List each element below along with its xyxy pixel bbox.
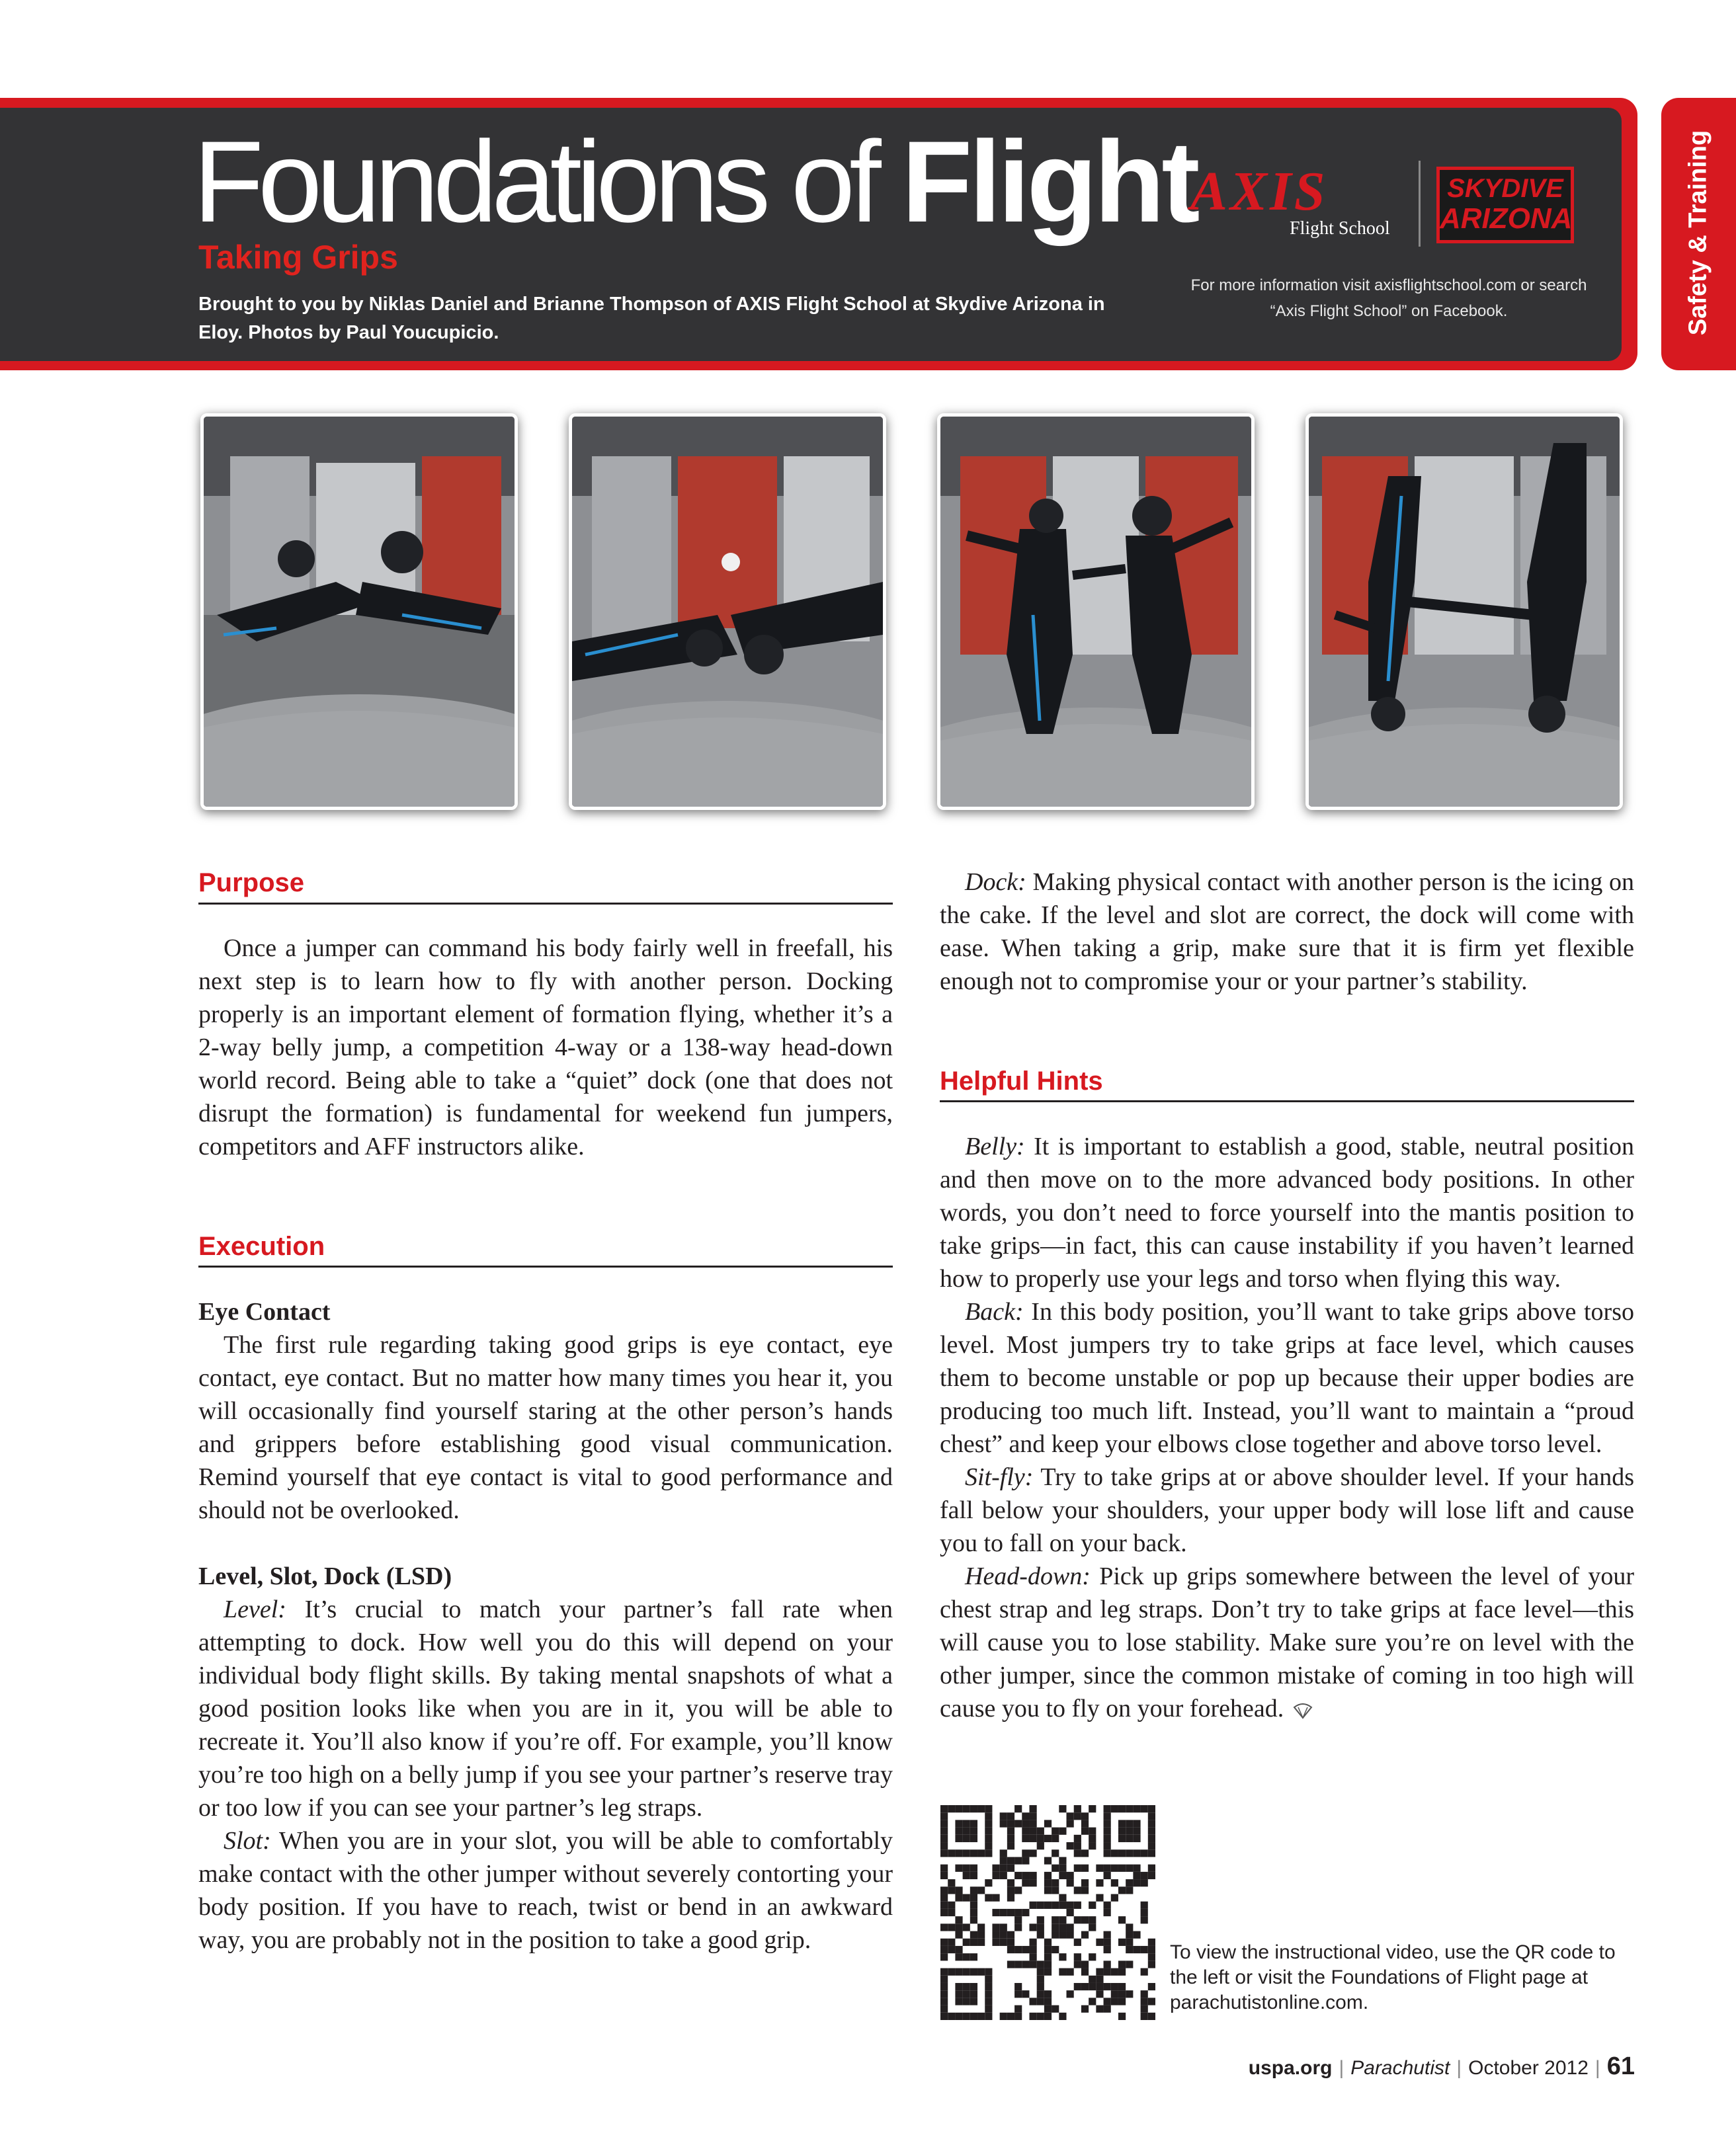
- footer-separator: |: [1456, 2057, 1462, 2079]
- back-text: In this body position, you’ll want to take grips above torso level. Most jumpers try to take grips at face level, which causes them to become unstable or pop up because their upper bodies are producing too much lift. Instead, you’ll want to maintain a “proud chest” and keep your elbows close together and above torso level.: [940, 1298, 1634, 1458]
- axis-logo-subtext: Flight School: [1290, 218, 1390, 239]
- purpose-paragraph: Once a jumper can command his body fairly well in freefall, his next step is to learn how to fly with another person. Docking properly is an important element of formation flying, whether it’s a 2-way belly jump, a competition 4-way or a 138-way head-down world record. Being able to take a “quiet” dock (one that does not disrupt the formation) is fundamental for weekend fun jumpers, competitors and AFF instructors alike.: [198, 934, 893, 1160]
- sit-fly-dock-photo: [937, 413, 1255, 810]
- belly-text: It is important to establish a good, stable, neutral position and then move on to the more advanced body positions. In other words, you don’t need to force yourself into the mantis position to take grips—in fact, this can cause instability if you haven’t learned how to properly use your legs and torso when flying this way.: [940, 1133, 1634, 1293]
- slot-paragraph: [198, 1824, 893, 1957]
- belly-dock-photo: [200, 413, 518, 810]
- qr-caption: To view the instructional video, use the QR code to the left or visit the Foundations of Flight page at parachutistonline.com.: [1170, 1941, 1616, 2013]
- dock-text: Making physical contact with another person is the icing on the cake. If the level and slot are correct, the dock will come with ease. When taking a grip, make sure that it is firm yet flexible enough not to compromise your or your partner’s stability.: [940, 868, 1634, 995]
- belly-paragraph: [940, 1130, 1634, 1295]
- back-dock-photo: [569, 413, 886, 810]
- dock-label: Dock:: [965, 868, 1026, 896]
- purpose-body: [198, 932, 893, 1163]
- level-paragraph: [198, 1593, 893, 1824]
- head-down-dock-photo: [1305, 413, 1623, 810]
- title-bold: Flight: [901, 118, 1197, 247]
- eye-contact-paragraph: The first rule regarding taking good grips is eye contact, eye contact, eye contact. But no matter how many times you hear it, you will occasionally find yourself staring at the other person’s hands and grippers before establishing good visual communication. Remind yourself that eye contact is vital to good performance and should not be overlooked.: [198, 1331, 893, 1524]
- section-side-tab-label: Safety & Training: [1684, 130, 1712, 336]
- helpful-hints-heading: Helpful Hints: [940, 1067, 1103, 1096]
- helpful-hints-rule: [940, 1100, 1634, 1102]
- footer-publication: Parachutist: [1350, 2057, 1450, 2079]
- sda-logo-line2: ARIZONA: [1440, 202, 1573, 235]
- level-text: It’s crucial to match your partner’s fall rate when attempting to dock. How well you do this will depend on your individual body flight skills. By taking mental snapshots of what a good position looks like when you are in it, you will be able to recreate it. You’ll also know if you’re off. For example, you’ll know you’re too high on a belly jump if you see your partner’s reserve tray or too low if you can see your partner’s leg straps.: [198, 1596, 893, 1822]
- lsd-heading: Level, Slot, Dock (LSD): [198, 1562, 452, 1590]
- sit-fly-text: Try to take grips at or above shoulder level. If your hands fall below your shoulders, your upper body will lose lift and cause you to fall on your back.: [940, 1463, 1634, 1557]
- canopy-end-mark-icon: [1293, 1702, 1313, 1719]
- eye-contact-heading: Eye Contact: [198, 1298, 331, 1326]
- sit-fly-paragraph: [940, 1461, 1634, 1560]
- belly-label: Belly:: [965, 1133, 1025, 1160]
- purpose-rule: [198, 903, 893, 905]
- back-paragraph: [940, 1295, 1634, 1461]
- hints-body: [940, 1130, 1634, 1725]
- sit-fly-label: Sit-fly:: [965, 1463, 1034, 1491]
- qr-code-graphic: [940, 1805, 1155, 2020]
- page-subtitle: Taking Grips: [198, 239, 398, 276]
- logo-divider: [1419, 161, 1421, 247]
- back-label: Back:: [965, 1298, 1024, 1326]
- head-down-paragraph: [940, 1560, 1634, 1725]
- footer-separator: |: [1594, 2057, 1600, 2079]
- byline: Brought to you by Niklas Daniel and Brianne Thompson of AXIS Flight School at Skydive Arizona in Eloy. Photos by Paul Youcupicio.: [198, 294, 1105, 343]
- header-info: For more information visit axisflightschool.com or search “Axis Flight School” on Facebook.: [1190, 276, 1587, 320]
- footer-separator: |: [1339, 2057, 1344, 2079]
- head-down-label: Head-down:: [965, 1562, 1091, 1590]
- page-number: 61: [1606, 2052, 1635, 2080]
- qr-code[interactable]: [940, 1805, 1155, 2020]
- purpose-heading: Purpose: [198, 868, 305, 897]
- slot-text: When you are in your slot, you will be able to comfortably make contact with the other jumper without severely contorting your body position. If you have to reach, twist or bend in an awkward way, you are probably not in the position to take a good grip.: [198, 1827, 893, 1954]
- sda-logo-line1: SKYDIVE: [1447, 174, 1563, 203]
- page-footer: [1237, 2052, 1635, 2081]
- skydive-arizona-logo: [1436, 167, 1574, 243]
- dock-body: [940, 866, 1634, 998]
- slot-label: Slot:: [224, 1827, 271, 1855]
- footer-date: October 2012: [1468, 2057, 1589, 2079]
- execution-body: [198, 1295, 893, 1957]
- title-light: Foundations of: [193, 118, 902, 247]
- head-down-text: Pick up grips somewhere between the level of your chest strap and leg straps. Don’t try to take grips at face level—this will cause you to lose stability. Make sure you’re on level with the other jumper, since the common mistake of coming in too high will cause you to fly on your forehead.: [940, 1562, 1634, 1722]
- execution-heading: Execution: [198, 1232, 325, 1261]
- footer-site: uspa.org: [1248, 2057, 1333, 2079]
- axis-logo-word: AXIS: [1190, 161, 1328, 222]
- axis-flight-school-logo: [1190, 161, 1390, 243]
- level-label: Level:: [224, 1596, 286, 1623]
- execution-rule: [198, 1266, 893, 1268]
- dock-paragraph: [940, 866, 1634, 998]
- spacer: [198, 1527, 893, 1560]
- page-title: [193, 118, 1197, 247]
